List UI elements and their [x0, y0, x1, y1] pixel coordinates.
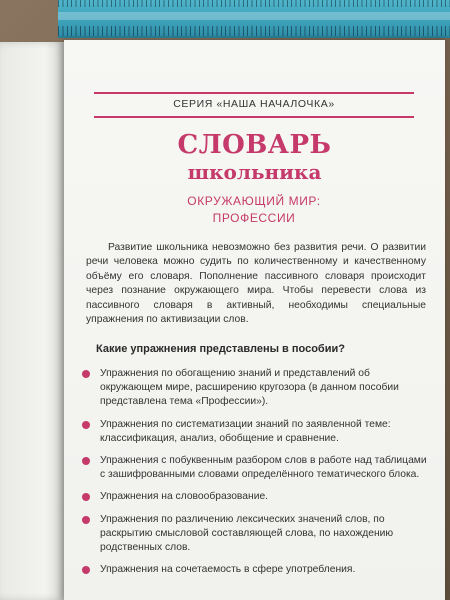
bullet-dot-icon [82, 421, 90, 429]
subtitle [104, 193, 404, 227]
list-item-text: Упражнения по обогащению знаний и представлений об окружающем мире, расширению кругозора (в данном пособии представлена тема «Профессии»). [100, 368, 399, 408]
title-line-1: СЛОВАРЬ [177, 130, 332, 160]
list-item [78, 367, 428, 410]
list-item [78, 490, 428, 504]
intro-paragraph: Развитие школьника невозможно без развития речи. О развитии речи человека можно судить по количественному и качественному объёму его словаря. Пополнение пассивного словаря происходит через познание окружающего мира. Чтобы перевести слова из пассивного словаря в активный, необходимы специальные упражнения по активизации слов. [86, 242, 426, 326]
bullet-dot-icon [82, 566, 90, 574]
subtitle-line-1: ОКРУЖАЮЩИЙ МИР: [187, 194, 321, 208]
question-heading: Какие упражнения представлены в пособии? [96, 343, 345, 355]
exercise-list [78, 367, 428, 585]
list-item-text: Упражнения на сочетаемость в сфере употребления. [100, 564, 356, 576]
series-rule-bottom [94, 116, 414, 118]
title-line-2: школьника [187, 160, 322, 184]
bullet-dot-icon [82, 516, 90, 524]
subtitle-line-2: ПРОФЕССИИ [212, 211, 296, 225]
ruler-ticks-top [58, 0, 450, 7]
list-item-text: Упражнения на словообразование. [100, 491, 269, 503]
list-item [78, 454, 428, 482]
list-item-text: Упражнения по систематизации знаний по заявленной теме: классификация, анализ, обобщение и сравнение. [100, 418, 391, 444]
list-item-text: Упражнения по различению лексических значений слов, по раскрытию смысловой составляющей слова, по нахождению родственных слов. [100, 513, 394, 554]
ruler [58, 0, 450, 38]
list-item [78, 513, 428, 556]
bullet-dot-icon [82, 493, 90, 501]
series-rule-top [94, 92, 414, 94]
list-item [78, 418, 428, 446]
list-item [78, 563, 428, 577]
facing-page [0, 42, 64, 600]
book-page [64, 40, 445, 600]
series-label: СЕРИЯ «НАША НАЧАЛОЧКА» [173, 98, 335, 110]
bullet-dot-icon [82, 457, 90, 465]
list-item-text: Упражнения с побуквенным разбором слов в работе над таблицами с зашифрованными словами определённого тематического блока. [100, 455, 427, 481]
ruler-ticks [58, 26, 450, 36]
ruler-groove [58, 12, 450, 20]
bullet-dot-icon [82, 370, 90, 378]
